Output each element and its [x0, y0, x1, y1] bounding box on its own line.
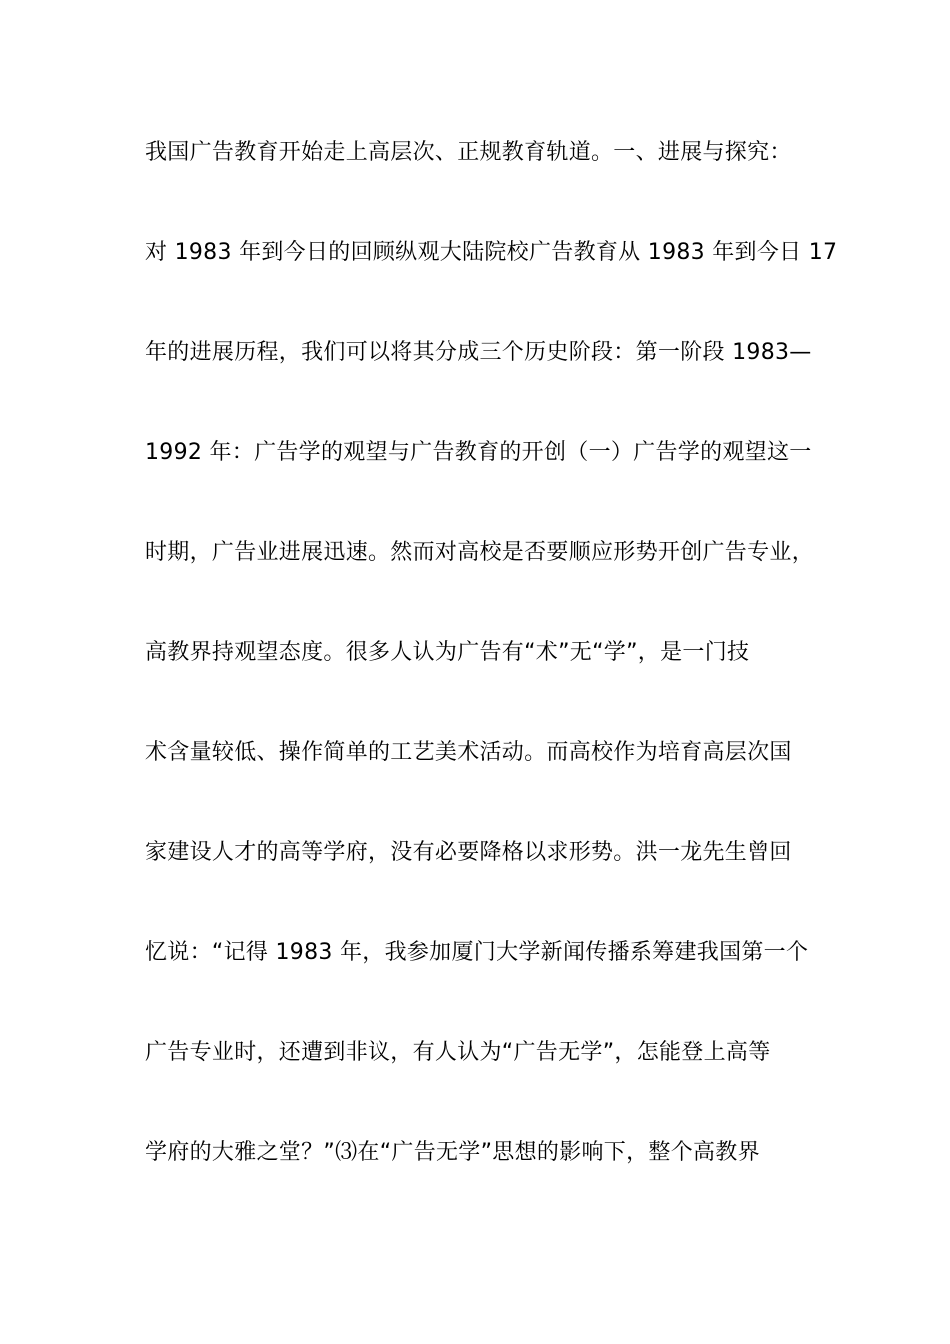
text-line: 年的进展历程，我们可以将其分成三个历史阶段：第一阶段 1983—: [145, 340, 812, 365]
text-line: 我国广告教育开始走上高层次、正规教育轨道。一、进展与探究：: [145, 140, 792, 165]
text-line: 忆说：“记得 1983 年，我参加厦门大学新闻传播系筹建我国第一个: [145, 940, 809, 965]
text-line: 术含量较低、操作简单的工艺美术活动。而高校作为培育高层次国: [145, 740, 792, 765]
text-line: 家建设人才的高等学府，没有必要降格以求形势。洪一龙先生曾回: [145, 840, 792, 865]
text-line: 1992 年：广告学的观望与广告教育的开创（一）广告学的观望这一: [145, 440, 812, 465]
text-line: 对 1983 年到今日的回顾纵观大陆院校广告教育从 1983 年到今日 17: [145, 240, 838, 265]
text-line: 广告专业时，还遭到非议，有人认为“广告无学”，怎能登上高等: [145, 1040, 771, 1065]
body-text: [145, 131, 838, 1231]
text-line: 学府的大雅之堂？”⑶在“广告无学”思想的影响下，整个高教界: [145, 1140, 760, 1165]
text-line: 高教界持观望态度。很多人认为广告有“术”无“学”，是一门技: [145, 640, 750, 665]
text-line: 时期，广告业进展迅速。然而对高校是否要顺应形势开创广告专业，: [145, 540, 815, 565]
